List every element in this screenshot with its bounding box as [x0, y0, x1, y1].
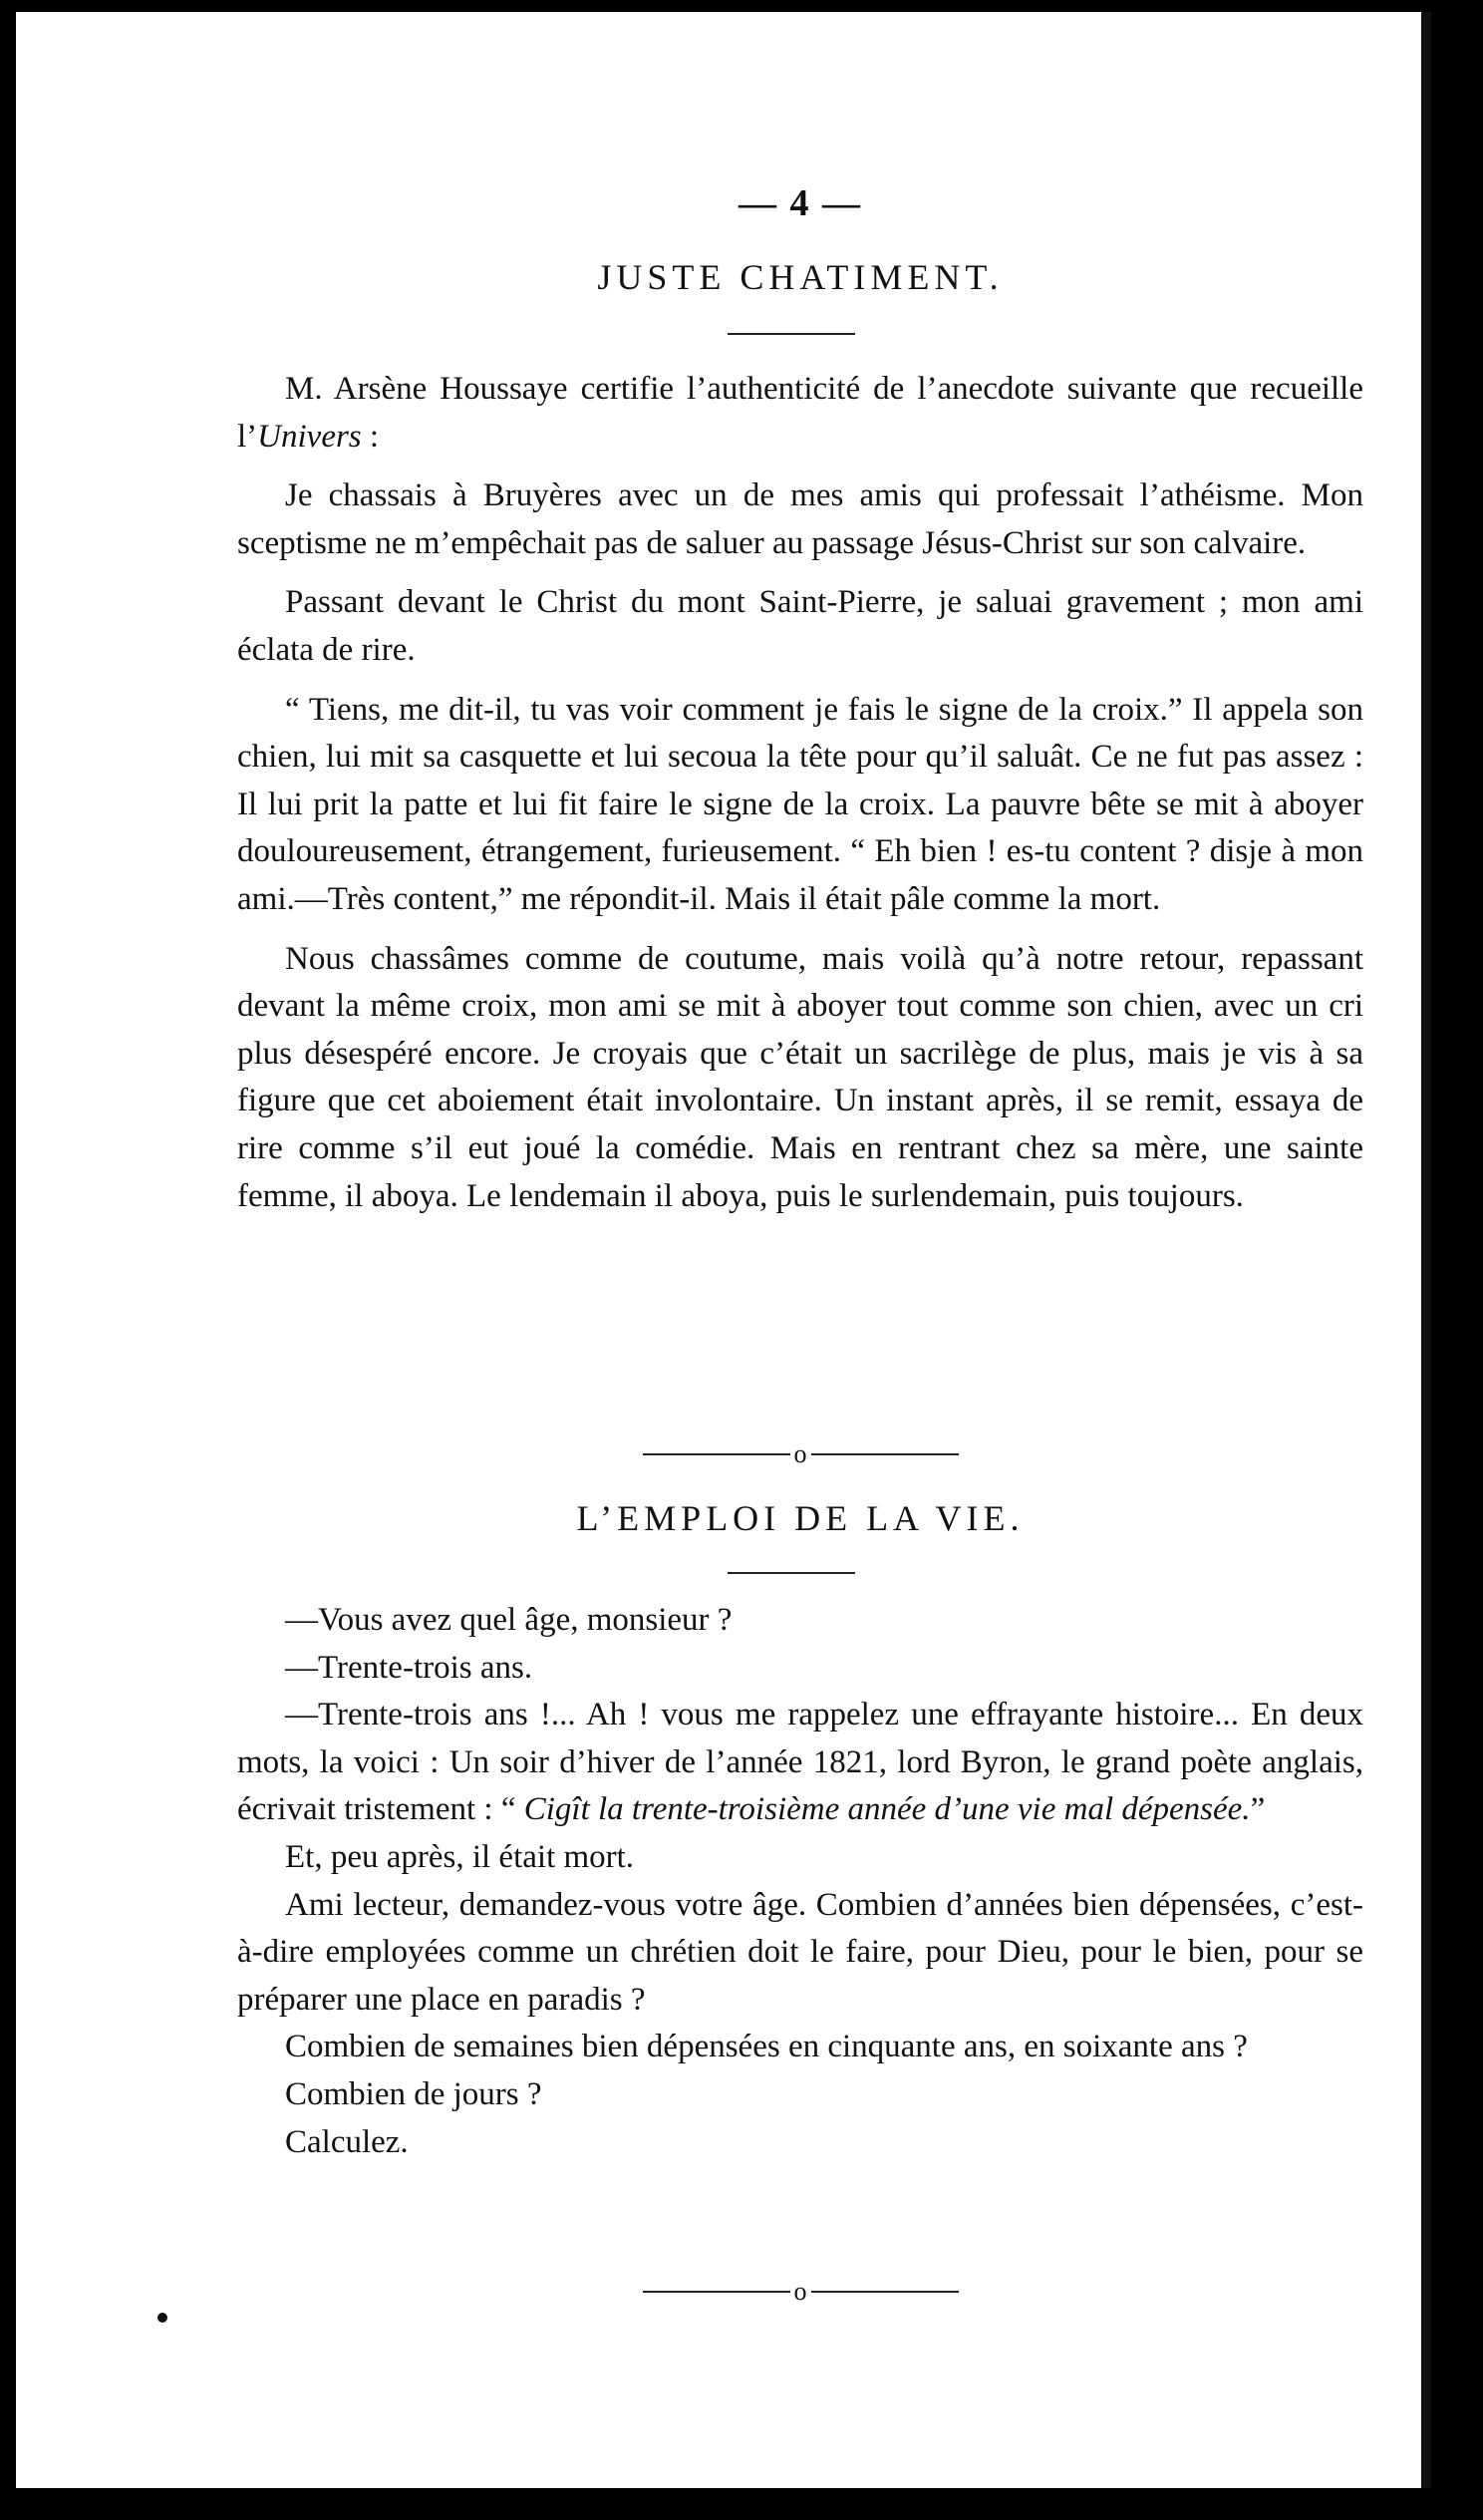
paragraph: Passant devant le Christ du mont Saint-Pierre, je saluai gravement ; mon ami éclata de rire. [237, 584, 1363, 668]
epitaph-quote: Cigît la trente-troisième année d’une vie mal dépensée. [523, 1791, 1251, 1828]
intro-paragraph: M. Arsène Houssaye certifie l’authenticité de l’anecdote suivante que recueille l’Univers : [237, 371, 1363, 455]
dialog-line: —Trente-trois ans. [285, 1649, 533, 1686]
source-name: Univers [257, 418, 362, 455]
paragraph: Calculez. [285, 2123, 409, 2160]
paragraph: Nous chassâmes comme de coutume, mais voilà qu’à notre retour, repassant devant la même croix, mon ami se mit à aboyer tout comme son chien, avec un cri plus désespéré encore. Je croyais que c’était un sacrilège de plus, mais je vis à sa figure que cet aboiement était involontaire. Un instant après, il se remit, essaya de rire comme s’il eut joué la comédie. Mais en rentrant chez sa mère, une sainte femme, il aboya. Le lendemain il aboya, puis le surlendemain, puis toujours. [237, 940, 1363, 1214]
ink-spot [157, 2313, 167, 2323]
dialog-line: —Vous avez quel âge, monsieur ? [285, 1602, 733, 1638]
paragraph: Combien de jours ? [285, 2075, 542, 2112]
document-page [16, 12, 1431, 2488]
page-number: — 4 — [739, 182, 862, 224]
section-separator: o [237, 1437, 1363, 1469]
paragraph: Combien de semaines bien dépensées en cinquante ans, en soixante ans ? [285, 2029, 1248, 2065]
title-underline [728, 333, 855, 335]
paragraph: “ Tiens, me dit-il, tu vas voir comment je fais le signe de la croix.” Il appela son chien, lui mit sa casquette et lui secoua la tête pour qu’il saluât. Ce ne fut pas assez : Il lui prit la patte et lui fit faire le signe de la croix. La pauvre bête se mit à aboyer douloureusement, étrangement, furieusement. “ Eh bien ! es-tu content ? disje à mon ami.—Très content,” me répondit-il. Mais il était pâle comme la mort. [237, 691, 1363, 917]
section-title-emploi-de-la-vie: L’EMPLOI DE LA VIE. [576, 1498, 1025, 1538]
paragraph: Ami lecteur, demandez-vous votre âge. Combien d’années bien dépensées, c’est-à-dire employées comme un chrétien doit le faire, pour Dieu, pour le bien, pour se préparer une place en paradis ? [237, 1886, 1363, 2018]
dialog-line: —Trente-trois ans !... Ah ! vous me rappelez une effrayante histoire... En deux mots, la voici : Un soir d’hiver de l’année 1821, lord Byron, le grand poète anglais, écrivait tristement : “ Cigît la trente-troisième année d’une vie mal dépensée.” [237, 1697, 1363, 1828]
title-underline [728, 1572, 855, 1574]
paragraph: Et, peu après, il était mort. [285, 1838, 635, 1875]
section-body-emploi-de-la-vie [237, 1597, 1363, 2166]
paragraph: Je chassais à Bruyères avec un de mes amis qui professait l’athéisme. Mon sceptisme ne m’empêchait pas de saluer au passage Jésus-Christ sur son calvaire. [237, 477, 1363, 561]
section-body-juste-chatiment [237, 366, 1363, 1220]
section-title-juste-chatiment: JUSTE CHATIMENT. [597, 257, 1004, 297]
section-separator: o [237, 2275, 1363, 2307]
